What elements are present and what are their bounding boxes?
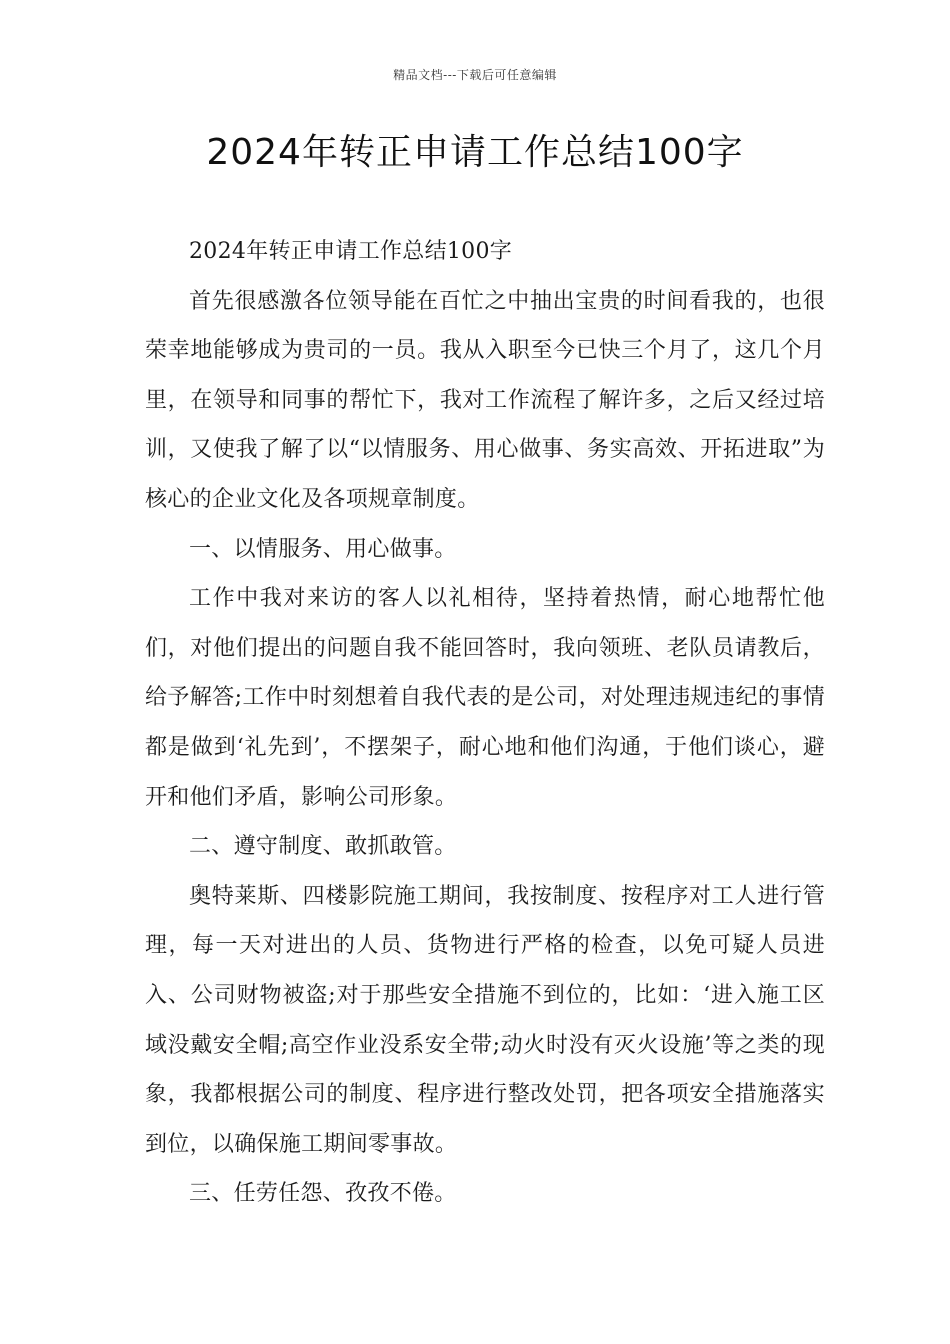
- section-heading-1: 一、以情服务、用心做事。: [189, 536, 457, 562]
- document-body: [145, 227, 825, 1219]
- section-heading-3: 三、任劳任怨、孜孜不倦。: [189, 1181, 457, 1207]
- paragraph-intro: 首先很感激各位领导能在百忙之中抽出宝贵的时间看我的，也很荣幸地能够成为贵司的一员。我从入职至今已快三个月了，这几个月里，在领导和同事的帮忙下，我对工作流程了解许多，之后又经过培训，又使我了解了以“以情服务、用心做事、务实高效、开拓进取”为核心的企业文化及各项规章制度。: [145, 288, 825, 512]
- header-note: 精品文档---下载后可任意编辑: [393, 68, 557, 82]
- paragraph-subtitle: 2024年转正申请工作总结100字: [189, 239, 513, 264]
- paragraph-section-1: 工作中我对来访的客人以礼相待，坚持着热情，耐心地帮忙他们，对他们提出的问题自我不能回答时，我向领班、老队员请教后，给予解答;工作中时刻想着自我代表的是公司，对处理违规违纪的事情都是做到‘礼先到’，不摆架子，耐心地和他们沟通，于他们谈心，避开和他们矛盾，影响公司形象。: [145, 586, 825, 810]
- section-heading-2: 二、遵守制度、敢抓敢管。: [189, 834, 457, 860]
- paragraph-section-2: 奥特莱斯、四楼影院施工期间，我按制度、按程序对工人进行管理，每一天对进出的人员、货物进行严格的检查，以免可疑人员进入、公司财物被盗;对于那些安全措施不到位的，比如：‘进入施工区域没戴安全帽;高空作业没系安全带;动火时没有灭火设施’等之类的现象，我都根据公司的制度、程序进行整改处罚，把各项安全措施落实到位，以确保施工期间零事故。: [145, 883, 825, 1157]
- document-title: 2024年转正申请工作总结100字: [206, 132, 744, 173]
